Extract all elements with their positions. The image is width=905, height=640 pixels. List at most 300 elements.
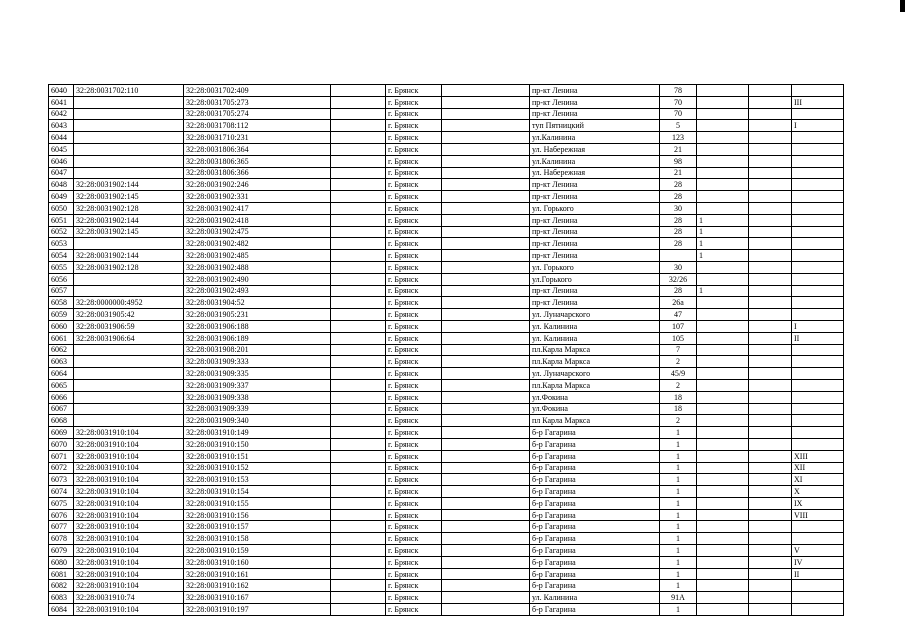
- empty-cell-a: [331, 368, 386, 380]
- table-row: [49, 285, 844, 297]
- street-cell: ул. Луначарского: [530, 309, 660, 321]
- empty-cell-a: [331, 108, 386, 120]
- object-cadastral-cell: 32:28:0031910:159: [184, 545, 331, 557]
- extra-cell: [792, 238, 844, 250]
- empty-cell-a: [331, 261, 386, 273]
- street-cell: б-р Гагарина: [530, 427, 660, 439]
- city-cell: г. Брянск: [386, 604, 442, 616]
- empty-cell-a: [331, 450, 386, 462]
- object-cadastral-cell: 32:28:0031902:485: [184, 250, 331, 262]
- extra-cell: [792, 592, 844, 604]
- land-cadastral-cell: 32:28:0031902:144: [74, 179, 184, 191]
- empty-cell-a: [331, 96, 386, 108]
- mark-cell: 1: [697, 238, 749, 250]
- mark-cell: [697, 497, 749, 509]
- empty-cell-a: [331, 273, 386, 285]
- row-number-cell: 6063: [49, 356, 74, 368]
- empty-cell-c: [749, 202, 792, 214]
- empty-cell-b: [442, 509, 530, 521]
- table-row: [49, 592, 844, 604]
- land-cadastral-cell: 32:28:0031910:104: [74, 427, 184, 439]
- mark-cell: [697, 108, 749, 120]
- city-cell: г. Брянск: [386, 96, 442, 108]
- row-number-cell: 6057: [49, 285, 74, 297]
- empty-cell-c: [749, 604, 792, 616]
- empty-cell-b: [442, 533, 530, 545]
- house-number-cell: 18: [660, 391, 697, 403]
- land-cadastral-cell: 32:28:0031902:128: [74, 261, 184, 273]
- object-cadastral-cell: 32:28:0031902:493: [184, 285, 331, 297]
- empty-cell-c: [749, 368, 792, 380]
- empty-cell-a: [331, 427, 386, 439]
- house-number-cell: 2: [660, 415, 697, 427]
- empty-cell-a: [331, 486, 386, 498]
- city-cell: г. Брянск: [386, 497, 442, 509]
- land-cadastral-cell: [74, 132, 184, 144]
- empty-cell-c: [749, 427, 792, 439]
- street-cell: пр-кт Ленина: [530, 297, 660, 309]
- extra-cell: [792, 356, 844, 368]
- empty-cell-a: [331, 497, 386, 509]
- mark-cell: [697, 85, 749, 97]
- land-cadastral-cell: 32:28:0031902:144: [74, 250, 184, 262]
- empty-cell-c: [749, 108, 792, 120]
- street-cell: пл.Карла Маркса: [530, 356, 660, 368]
- land-cadastral-cell: [74, 368, 184, 380]
- row-number-cell: 6048: [49, 179, 74, 191]
- land-cadastral-cell: 32:28:0031910:104: [74, 497, 184, 509]
- mark-cell: [697, 120, 749, 132]
- land-cadastral-cell: 32:28:0031905:42: [74, 309, 184, 321]
- row-number-cell: 6083: [49, 592, 74, 604]
- empty-cell-b: [442, 462, 530, 474]
- row-number-cell: 6068: [49, 415, 74, 427]
- object-cadastral-cell: 32:28:0031902:417: [184, 202, 331, 214]
- empty-cell-a: [331, 356, 386, 368]
- table-row: [49, 167, 844, 179]
- extra-cell: I: [792, 320, 844, 332]
- table-row: [49, 108, 844, 120]
- empty-cell-a: [331, 179, 386, 191]
- street-cell: туп Пятницкий: [530, 120, 660, 132]
- extra-cell: [792, 403, 844, 415]
- empty-cell-b: [442, 604, 530, 616]
- city-cell: г. Брянск: [386, 368, 442, 380]
- mark-cell: [697, 403, 749, 415]
- empty-cell-b: [442, 96, 530, 108]
- extra-cell: [792, 309, 844, 321]
- empty-cell-c: [749, 379, 792, 391]
- empty-cell-a: [331, 344, 386, 356]
- house-number-cell: 47: [660, 309, 697, 321]
- row-number-cell: 6066: [49, 391, 74, 403]
- empty-cell-a: [331, 167, 386, 179]
- mark-cell: [697, 438, 749, 450]
- empty-cell-a: [331, 533, 386, 545]
- empty-cell-a: [331, 415, 386, 427]
- empty-cell-c: [749, 533, 792, 545]
- object-cadastral-cell: 32:28:0031902:418: [184, 214, 331, 226]
- land-cadastral-cell: 32:28:0031910:104: [74, 604, 184, 616]
- empty-cell-b: [442, 474, 530, 486]
- city-cell: г. Брянск: [386, 108, 442, 120]
- empty-cell-a: [331, 238, 386, 250]
- mark-cell: [697, 486, 749, 498]
- city-cell: г. Брянск: [386, 356, 442, 368]
- street-cell: б-р Гагарина: [530, 545, 660, 557]
- street-cell: пр-кт Ленина: [530, 191, 660, 203]
- empty-cell-b: [442, 320, 530, 332]
- object-cadastral-cell: 32:28:0031910:158: [184, 533, 331, 545]
- city-cell: г. Брянск: [386, 580, 442, 592]
- row-number-cell: 6075: [49, 497, 74, 509]
- city-cell: г. Брянск: [386, 155, 442, 167]
- land-cadastral-cell: [74, 108, 184, 120]
- extra-cell: [792, 344, 844, 356]
- city-cell: г. Брянск: [386, 403, 442, 415]
- empty-cell-c: [749, 132, 792, 144]
- empty-cell-a: [331, 438, 386, 450]
- city-cell: г. Брянск: [386, 297, 442, 309]
- street-cell: ул.Горького: [530, 273, 660, 285]
- row-number-cell: 6046: [49, 155, 74, 167]
- mark-cell: [697, 309, 749, 321]
- object-cadastral-cell: 32:28:0031909:338: [184, 391, 331, 403]
- mark-cell: [697, 191, 749, 203]
- extra-cell: [792, 533, 844, 545]
- row-number-cell: 6082: [49, 580, 74, 592]
- house-number-cell: 45/9: [660, 368, 697, 380]
- empty-cell-b: [442, 85, 530, 97]
- empty-cell-a: [331, 120, 386, 132]
- object-cadastral-cell: 32:28:0031710:231: [184, 132, 331, 144]
- land-cadastral-cell: 32:28:0031910:104: [74, 509, 184, 521]
- object-cadastral-cell: 32:28:0031910:153: [184, 474, 331, 486]
- empty-cell-a: [331, 403, 386, 415]
- land-cadastral-cell: 32:28:0031906:64: [74, 332, 184, 344]
- street-cell: б-р Гагарина: [530, 438, 660, 450]
- empty-cell-b: [442, 132, 530, 144]
- table-row: [49, 556, 844, 568]
- table-row: [49, 179, 844, 191]
- mark-cell: 1: [697, 214, 749, 226]
- mark-cell: [697, 155, 749, 167]
- extra-cell: [792, 580, 844, 592]
- house-number-cell: 1: [660, 568, 697, 580]
- mark-cell: [697, 580, 749, 592]
- table-row: [49, 226, 844, 238]
- empty-cell-a: [331, 604, 386, 616]
- house-number-cell: 70: [660, 96, 697, 108]
- city-cell: г. Брянск: [386, 226, 442, 238]
- mark-cell: 1: [697, 285, 749, 297]
- table-row: [49, 143, 844, 155]
- mark-cell: [697, 356, 749, 368]
- land-cadastral-cell: 32:28:0031702:110: [74, 85, 184, 97]
- extra-cell: [792, 108, 844, 120]
- house-number-cell: 78: [660, 85, 697, 97]
- empty-cell-b: [442, 403, 530, 415]
- house-number-cell: 28: [660, 226, 697, 238]
- house-number-cell: 1: [660, 604, 697, 616]
- extra-cell: V: [792, 545, 844, 557]
- object-cadastral-cell: 32:28:0031910:160: [184, 556, 331, 568]
- table-row: [49, 403, 844, 415]
- empty-cell-a: [331, 379, 386, 391]
- row-number-cell: 6042: [49, 108, 74, 120]
- extra-cell: [792, 214, 844, 226]
- empty-cell-b: [442, 273, 530, 285]
- row-number-cell: 6078: [49, 533, 74, 545]
- empty-cell-c: [749, 580, 792, 592]
- house-number-cell: 30: [660, 261, 697, 273]
- extra-cell: [792, 179, 844, 191]
- city-cell: г. Брянск: [386, 486, 442, 498]
- row-number-cell: 6058: [49, 297, 74, 309]
- empty-cell-b: [442, 438, 530, 450]
- street-cell: ул. Набережная: [530, 167, 660, 179]
- object-cadastral-cell: 32:28:0031906:188: [184, 320, 331, 332]
- city-cell: г. Брянск: [386, 120, 442, 132]
- table-row: [49, 604, 844, 616]
- city-cell: г. Брянск: [386, 450, 442, 462]
- house-number-cell: 1: [660, 545, 697, 557]
- mark-cell: [697, 521, 749, 533]
- empty-cell-a: [331, 580, 386, 592]
- table-row: [49, 438, 844, 450]
- row-number-cell: 6079: [49, 545, 74, 557]
- empty-cell-b: [442, 108, 530, 120]
- empty-cell-b: [442, 167, 530, 179]
- empty-cell-a: [331, 474, 386, 486]
- empty-cell-c: [749, 226, 792, 238]
- land-cadastral-cell: [74, 391, 184, 403]
- row-number-cell: 6040: [49, 85, 74, 97]
- extra-cell: [792, 297, 844, 309]
- object-cadastral-cell: 32:28:0031708:112: [184, 120, 331, 132]
- row-number-cell: 6054: [49, 250, 74, 262]
- table-row: [49, 580, 844, 592]
- empty-cell-c: [749, 309, 792, 321]
- street-cell: пл Карла Маркса: [530, 415, 660, 427]
- land-cadastral-cell: [74, 403, 184, 415]
- row-number-cell: 6080: [49, 556, 74, 568]
- extra-cell: [792, 604, 844, 616]
- house-number-cell: 1: [660, 497, 697, 509]
- object-cadastral-cell: 32:28:0031806:364: [184, 143, 331, 155]
- empty-cell-a: [331, 592, 386, 604]
- land-cadastral-cell: 32:28:0031910:104: [74, 486, 184, 498]
- extra-cell: [792, 521, 844, 533]
- empty-cell-b: [442, 486, 530, 498]
- empty-cell-c: [749, 155, 792, 167]
- row-number-cell: 6053: [49, 238, 74, 250]
- house-number-cell: 91А: [660, 592, 697, 604]
- object-cadastral-cell: 32:28:0031910:151: [184, 450, 331, 462]
- extra-cell: X: [792, 486, 844, 498]
- house-number-cell: 1: [660, 521, 697, 533]
- object-cadastral-cell: 32:28:0031909:337: [184, 379, 331, 391]
- table-row: [49, 568, 844, 580]
- empty-cell-c: [749, 438, 792, 450]
- table-row: [49, 497, 844, 509]
- empty-cell-b: [442, 226, 530, 238]
- empty-cell-c: [749, 120, 792, 132]
- empty-cell-c: [749, 356, 792, 368]
- table-row: [49, 214, 844, 226]
- city-cell: г. Брянск: [386, 556, 442, 568]
- land-cadastral-cell: 32:28:0031910:104: [74, 450, 184, 462]
- empty-cell-b: [442, 427, 530, 439]
- mark-cell: 1: [697, 226, 749, 238]
- mark-cell: [697, 474, 749, 486]
- empty-cell-a: [331, 132, 386, 144]
- house-number-cell: 2: [660, 356, 697, 368]
- street-cell: пл.Карла Маркса: [530, 344, 660, 356]
- empty-cell-b: [442, 309, 530, 321]
- city-cell: г. Брянск: [386, 521, 442, 533]
- object-cadastral-cell: 32:28:0031904:52: [184, 297, 331, 309]
- row-number-cell: 6069: [49, 427, 74, 439]
- empty-cell-a: [331, 391, 386, 403]
- table-row: [49, 545, 844, 557]
- street-cell: пр-кт Ленина: [530, 214, 660, 226]
- extra-cell: II: [792, 568, 844, 580]
- mark-cell: [697, 132, 749, 144]
- table-row: [49, 191, 844, 203]
- city-cell: г. Брянск: [386, 191, 442, 203]
- mark-cell: [697, 273, 749, 285]
- house-number-cell: 30: [660, 202, 697, 214]
- house-number-cell: 28: [660, 214, 697, 226]
- house-number-cell: 1: [660, 556, 697, 568]
- land-cadastral-cell: [74, 344, 184, 356]
- empty-cell-b: [442, 379, 530, 391]
- table-row: [49, 120, 844, 132]
- mark-cell: [697, 450, 749, 462]
- empty-cell-b: [442, 344, 530, 356]
- mark-cell: [697, 344, 749, 356]
- table-row: [49, 320, 844, 332]
- extra-cell: [792, 202, 844, 214]
- land-cadastral-cell: 32:28:0031910:104: [74, 580, 184, 592]
- row-number-cell: 6041: [49, 96, 74, 108]
- table-row: [49, 474, 844, 486]
- house-number-cell: 2: [660, 379, 697, 391]
- street-cell: б-р Гагарина: [530, 486, 660, 498]
- table-row: [49, 297, 844, 309]
- city-cell: г. Брянск: [386, 250, 442, 262]
- object-cadastral-cell: 32:28:0031902:475: [184, 226, 331, 238]
- mark-cell: [697, 545, 749, 557]
- mark-cell: [697, 261, 749, 273]
- row-number-cell: 6044: [49, 132, 74, 144]
- table-row: [49, 486, 844, 498]
- mark-cell: [697, 379, 749, 391]
- row-number-cell: 6076: [49, 509, 74, 521]
- house-number-cell: 26а: [660, 297, 697, 309]
- empty-cell-b: [442, 250, 530, 262]
- row-number-cell: 6045: [49, 143, 74, 155]
- empty-cell-c: [749, 415, 792, 427]
- extra-cell: [792, 368, 844, 380]
- city-cell: г. Брянск: [386, 273, 442, 285]
- extra-cell: [792, 415, 844, 427]
- table-row: [49, 391, 844, 403]
- extra-cell: [792, 226, 844, 238]
- extra-cell: [792, 273, 844, 285]
- row-number-cell: 6062: [49, 344, 74, 356]
- mark-cell: [697, 509, 749, 521]
- street-cell: б-р Гагарина: [530, 509, 660, 521]
- city-cell: г. Брянск: [386, 309, 442, 321]
- city-cell: г. Брянск: [386, 509, 442, 521]
- mark-cell: [697, 462, 749, 474]
- row-number-cell: 6084: [49, 604, 74, 616]
- object-cadastral-cell: 32:28:0031908:201: [184, 344, 331, 356]
- mark-cell: [697, 556, 749, 568]
- table-row: [49, 155, 844, 167]
- row-number-cell: 6081: [49, 568, 74, 580]
- table-row: [49, 415, 844, 427]
- land-cadastral-cell: [74, 285, 184, 297]
- city-cell: г. Брянск: [386, 438, 442, 450]
- table-row: [49, 379, 844, 391]
- table-row: [49, 96, 844, 108]
- row-number-cell: 6055: [49, 261, 74, 273]
- extra-cell: IX: [792, 497, 844, 509]
- empty-cell-a: [331, 155, 386, 167]
- row-number-cell: 6065: [49, 379, 74, 391]
- mark-cell: [697, 604, 749, 616]
- land-cadastral-cell: 32:28:0031910:104: [74, 568, 184, 580]
- extra-cell: XI: [792, 474, 844, 486]
- mark-cell: [697, 320, 749, 332]
- object-cadastral-cell: 32:28:0031909:340: [184, 415, 331, 427]
- mark-cell: [697, 143, 749, 155]
- row-number-cell: 6050: [49, 202, 74, 214]
- land-cadastral-cell: 32:28:0031902:145: [74, 226, 184, 238]
- empty-cell-a: [331, 521, 386, 533]
- empty-cell-b: [442, 285, 530, 297]
- row-number-cell: 6072: [49, 462, 74, 474]
- street-cell: ул.Калинина: [530, 155, 660, 167]
- city-cell: г. Брянск: [386, 261, 442, 273]
- street-cell: ул.Фокина: [530, 391, 660, 403]
- house-number-cell: 107: [660, 320, 697, 332]
- city-cell: г. Брянск: [386, 474, 442, 486]
- empty-cell-c: [749, 285, 792, 297]
- street-cell: б-р Гагарина: [530, 521, 660, 533]
- empty-cell-b: [442, 450, 530, 462]
- row-number-cell: 6067: [49, 403, 74, 415]
- street-cell: б-р Гагарина: [530, 604, 660, 616]
- house-number-cell: 1: [660, 533, 697, 545]
- empty-cell-c: [749, 568, 792, 580]
- empty-cell-b: [442, 592, 530, 604]
- city-cell: г. Брянск: [386, 179, 442, 191]
- street-cell: ул. Калинина: [530, 332, 660, 344]
- row-number-cell: 6070: [49, 438, 74, 450]
- object-cadastral-cell: 32:28:0031910:161: [184, 568, 331, 580]
- empty-cell-c: [749, 85, 792, 97]
- house-number-cell: 18: [660, 403, 697, 415]
- empty-cell-c: [749, 486, 792, 498]
- street-cell: ул. Калинина: [530, 320, 660, 332]
- empty-cell-c: [749, 509, 792, 521]
- object-cadastral-cell: 32:28:0031902:488: [184, 261, 331, 273]
- extra-cell: [792, 167, 844, 179]
